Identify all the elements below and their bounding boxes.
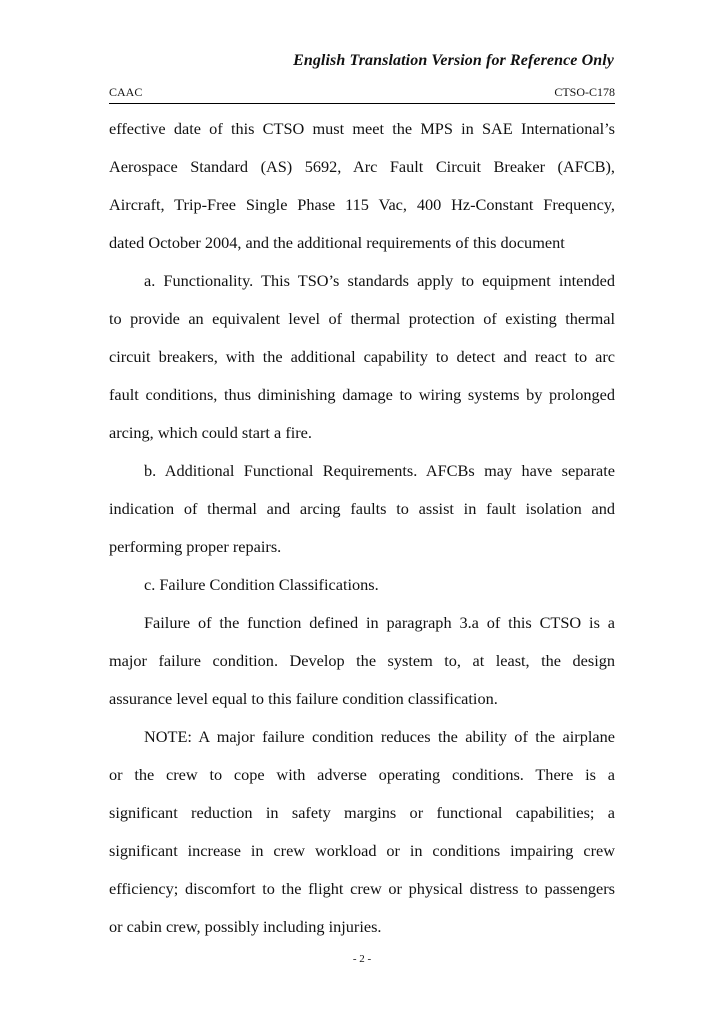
- text-line: arcing, which could start a fire.: [109, 423, 312, 442]
- text-line: major failure condition. Develop the system to, at least, the design: [109, 651, 615, 670]
- text-line: c. Failure Condition Classifications.: [144, 575, 379, 594]
- text-line: b. Additional Functional Requirements. AFCBs may have separate: [144, 461, 615, 480]
- text-line: NOTE: A major failure condition reduces the ability of the airplane: [144, 727, 615, 746]
- header-doc-id: CTSO-C178: [554, 85, 615, 99]
- text-line: Aircraft, Trip-Free Single Phase 115 Vac, 400 Hz-Constant Frequency,: [109, 195, 615, 214]
- text-line: assurance level equal to this failure condition classification.: [109, 689, 498, 708]
- text-line: fault conditions, thus diminishing damage to wiring systems by prolonged: [109, 385, 615, 404]
- text-line: or the crew to cope with adverse operating conditions. There is a: [109, 765, 615, 784]
- translation-banner: English Translation Version for Reference Only: [293, 52, 614, 69]
- text-line: significant increase in crew workload or in conditions impairing crew: [109, 841, 615, 860]
- text-line: significant reduction in safety margins or functional capabilities; a: [109, 803, 615, 822]
- text-line: indication of thermal and arcing faults to assist in fault isolation and: [109, 499, 615, 518]
- text-line: dated October 2004, and the additional requirements of this document: [109, 233, 565, 252]
- text-line: efficiency; discomfort to the flight crew or physical distress to passengers: [109, 879, 615, 898]
- text-line: to provide an equivalent level of thermal protection of existing thermal: [109, 309, 615, 328]
- page-number: - 2 -: [352, 953, 372, 965]
- document-body: [109, 110, 615, 946]
- text-line: a. Functionality. This TSO’s standards apply to equipment intended: [144, 271, 615, 290]
- page-header: [109, 85, 615, 104]
- text-line: performing proper repairs.: [109, 537, 282, 556]
- text-line: Failure of the function defined in paragraph 3.a of this CTSO is a: [144, 613, 615, 632]
- text-line: Aerospace Standard (AS) 5692, Arc Fault Circuit Breaker (AFCB),: [109, 157, 615, 176]
- header-org: CAAC: [109, 85, 143, 99]
- text-line: effective date of this CTSO must meet the MPS in SAE International’s: [109, 119, 615, 138]
- text-line: or cabin crew, possibly including injuries.: [109, 917, 382, 936]
- text-line: circuit breakers, with the additional capability to detect and react to arc: [109, 347, 615, 366]
